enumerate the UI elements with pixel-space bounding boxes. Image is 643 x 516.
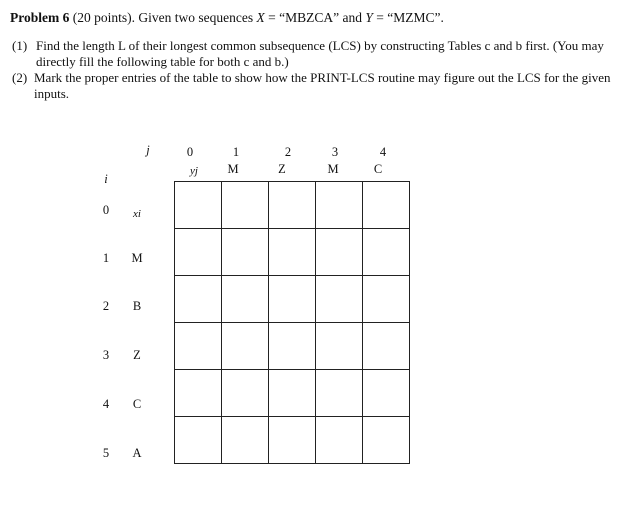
table-row bbox=[175, 370, 410, 417]
table-cell[interactable] bbox=[222, 182, 269, 229]
row-index: 0 bbox=[102, 203, 110, 217]
column-index: 0 bbox=[186, 145, 194, 159]
sequence-y-value: = “MZMC”. bbox=[372, 10, 444, 25]
y-char: M bbox=[327, 162, 339, 176]
table-row bbox=[175, 229, 410, 276]
table-cell[interactable] bbox=[175, 370, 222, 417]
table-cell[interactable] bbox=[222, 229, 269, 276]
table-cell[interactable] bbox=[363, 417, 410, 464]
table-cell[interactable] bbox=[363, 276, 410, 323]
table-cell[interactable] bbox=[269, 417, 316, 464]
question-text-continued: directly fill the following table for both c and b.) bbox=[36, 54, 289, 69]
problem-statement: Given two sequences bbox=[135, 10, 257, 25]
column-index-label: j bbox=[146, 143, 150, 157]
table-cell[interactable] bbox=[269, 370, 316, 417]
column-index: 1 bbox=[232, 145, 240, 159]
table-cell[interactable] bbox=[175, 182, 222, 229]
table-cell[interactable] bbox=[269, 276, 316, 323]
table-cell[interactable] bbox=[175, 276, 222, 323]
sequence-y-name: Y bbox=[365, 10, 373, 25]
sequence-x-value: = “MBZCA” and bbox=[264, 10, 366, 25]
column-index: 3 bbox=[331, 145, 339, 159]
table-row bbox=[175, 323, 410, 370]
row-index: 4 bbox=[102, 397, 110, 411]
row-index: 1 bbox=[102, 251, 110, 265]
row-index: 2 bbox=[102, 299, 110, 313]
problem-heading bbox=[10, 9, 638, 27]
table-cell[interactable] bbox=[363, 182, 410, 229]
table-cell[interactable] bbox=[175, 417, 222, 464]
table-row bbox=[175, 182, 410, 229]
y-char: Z bbox=[278, 162, 286, 176]
question-text-continued: inputs. bbox=[34, 86, 70, 101]
problem-label: Problem 6 bbox=[10, 10, 70, 25]
table-cell[interactable] bbox=[175, 229, 222, 276]
table-cell[interactable] bbox=[363, 370, 410, 417]
x-char: C bbox=[132, 397, 142, 411]
table-cell[interactable] bbox=[175, 323, 222, 370]
table-cell[interactable] bbox=[269, 229, 316, 276]
lcs-table bbox=[174, 181, 410, 464]
y-sequence-label: yj bbox=[190, 165, 198, 177]
y-char: M bbox=[227, 162, 239, 176]
table-cell[interactable] bbox=[269, 323, 316, 370]
table-cell[interactable] bbox=[316, 182, 363, 229]
x-sequence-label: xi bbox=[133, 208, 141, 220]
table-cell[interactable] bbox=[363, 229, 410, 276]
table-cell[interactable] bbox=[316, 276, 363, 323]
question-number: (2) bbox=[12, 70, 28, 85]
table-row bbox=[175, 417, 410, 464]
x-char: B bbox=[132, 299, 142, 313]
table-cell[interactable] bbox=[222, 370, 269, 417]
x-char: M bbox=[131, 251, 143, 265]
y-char: C bbox=[373, 162, 383, 176]
row-index-label: i bbox=[104, 172, 108, 186]
column-index: 4 bbox=[379, 145, 387, 159]
problem-points: (20 points). bbox=[72, 10, 135, 25]
table-cell[interactable] bbox=[316, 417, 363, 464]
row-index: 5 bbox=[102, 446, 110, 460]
x-char: A bbox=[132, 446, 142, 460]
x-char: Z bbox=[133, 348, 141, 362]
column-index: 2 bbox=[284, 145, 292, 159]
table-cell[interactable] bbox=[222, 417, 269, 464]
question-number: (1) bbox=[12, 38, 28, 53]
question-text: Find the length L of their longest common subsequence (LCS) by constructing Tables c and b first. (You may bbox=[36, 38, 604, 53]
table-cell[interactable] bbox=[316, 229, 363, 276]
table-cell[interactable] bbox=[363, 323, 410, 370]
table-cell[interactable] bbox=[222, 276, 269, 323]
table-row bbox=[175, 276, 410, 323]
question-text: Mark the proper entries of the table to show how the PRINT-LCS routine may figure out the LCS for the given bbox=[34, 70, 611, 85]
table-cell[interactable] bbox=[269, 182, 316, 229]
table-cell[interactable] bbox=[316, 323, 363, 370]
sequence-x-name: X bbox=[256, 10, 265, 25]
table-cell[interactable] bbox=[222, 323, 269, 370]
row-index: 3 bbox=[102, 348, 110, 362]
table-cell[interactable] bbox=[316, 370, 363, 417]
